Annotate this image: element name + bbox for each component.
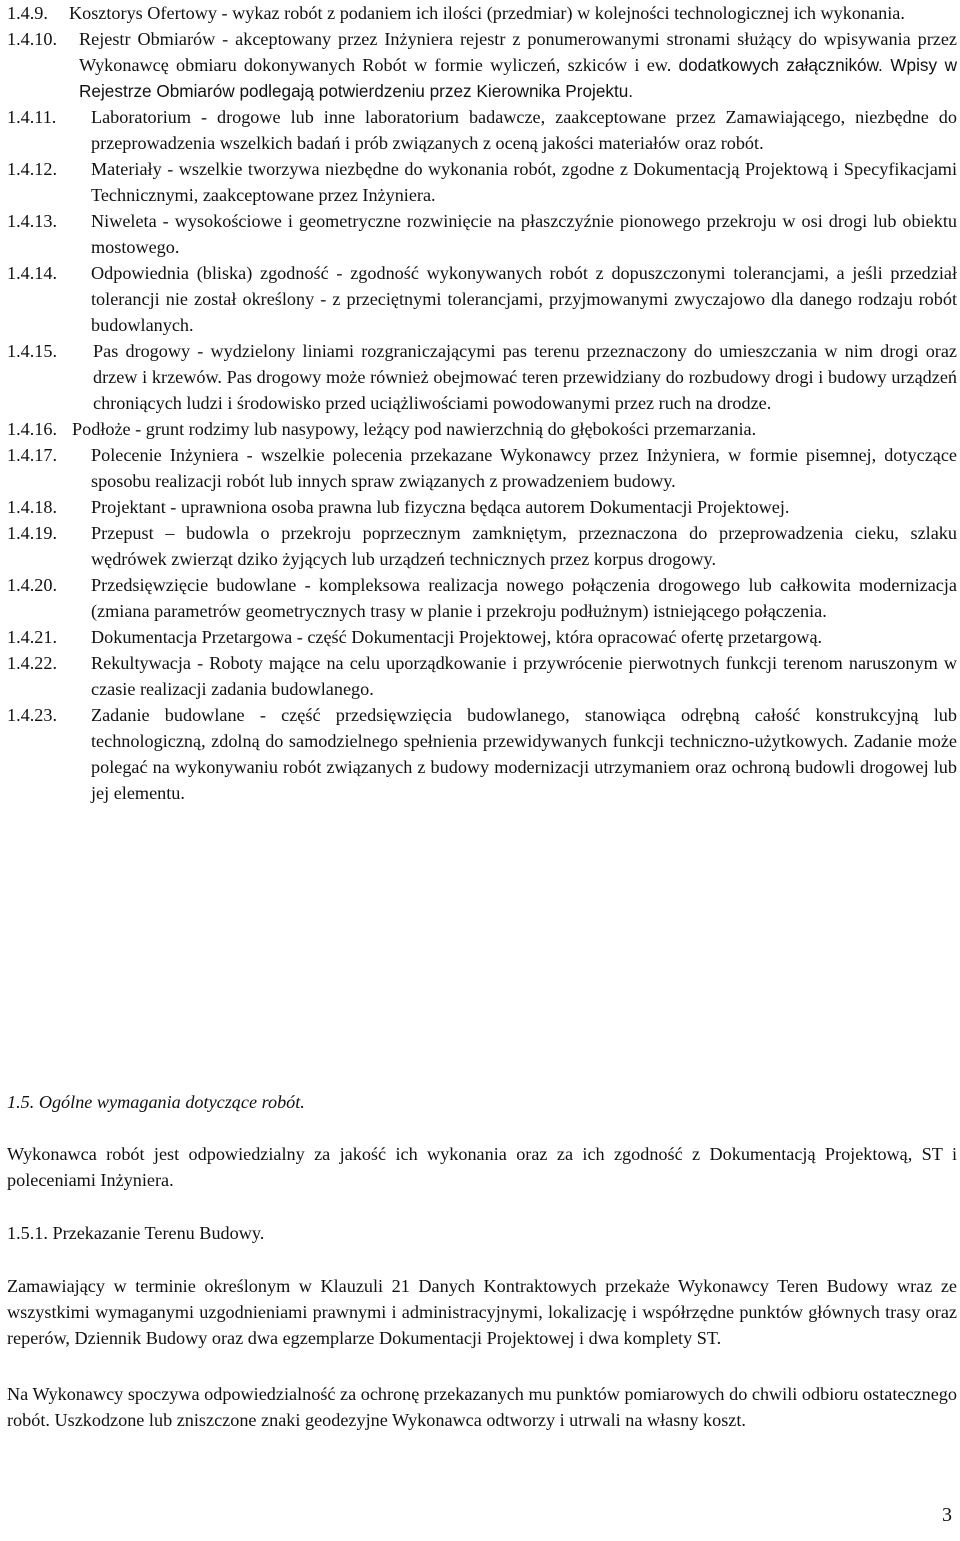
definition-1-4-9 — [7, 0, 957, 26]
definition-number: 1.4.21. — [7, 627, 58, 647]
definition-number: 1.4.20. — [7, 575, 58, 595]
definition-number: 1.4.9. — [7, 3, 48, 23]
definition-text: Rejestr Obmiarów - akceptowany przez Inżyniera rejestr z ponumerowanymi stronami służący do wpisywania przez Wykonawcę obmiaru dokonywanych Robót w formie wyliczeń, szkiców i ew. — [79, 29, 957, 75]
definition-1-4-19 — [7, 520, 957, 572]
paragraph-responsibility: Na Wykonawcy spoczywa odpowiedzialność za ochronę przekazanych mu punktów pomiarowych do chwili odbioru ostatecznego robót. Uszkodzone lub zniszczone znaki geodezyjne Wykonawca odtworzy i utrwali na własny koszt. — [7, 1384, 957, 1430]
definition-1-4-13 — [7, 208, 957, 260]
definition-text: Niweleta - wysokościowe i geometryczne rozwinięcie na płaszczyźnie pionowego przekroju w osi drogi lub obiektu mostowego. — [91, 211, 957, 257]
definition-text: Dokumentacja Przetargowa - część Dokumentacji Projektowej, która opracować ofertę przetargową. — [91, 627, 823, 647]
definition-text: Odpowiednia (bliska) zgodność - zgodność wykonywanych robót z dopuszczonymi tolerancjami, a jeśli przedział tolerancji nie został określony - z przeciętnymi tolerancjami, przyjmowanymi zwyczajowo dla danego rodzaju robót budowlanych. — [91, 263, 957, 335]
definition-text: Kosztorys Ofertowy - wykaz robót z podaniem ich ilości (przedmiar) w kolejności technologicznej ich wykonania. — [69, 3, 905, 23]
definition-text: Materiały - wszelkie tworzywa niezbędne do wykonania robót, zgodne z Dokumentacją Projektową i Specyfikacjami Technicznymi, zaakceptowane przez Inżyniera. — [91, 159, 957, 205]
definition-1-4-15 — [7, 338, 957, 416]
subsection-heading: 1.5.1. Przekazanie Terenu Budowy. — [7, 1223, 265, 1243]
definition-number: 1.4.16. — [7, 419, 58, 439]
definition-1-4-12 — [7, 156, 957, 208]
definition-1-4-23 — [7, 702, 957, 806]
definition-text: Podłoże - grunt rodzimy lub nasypowy, leżący pod nawierzchnią do głębokości przemarzania. — [72, 419, 757, 439]
definition-text: Projektant - uprawniona osoba prawna lub fizyczna będąca autorem Dokumentacji Projektowej. — [91, 497, 790, 517]
definition-1-4-14 — [7, 260, 957, 338]
definition-1-4-22 — [7, 650, 957, 702]
definition-number: 1.4.12. — [7, 159, 58, 179]
definition-1-4-17 — [7, 442, 957, 494]
definition-text: Zadanie budowlane - część przedsięwzięcia budowlanego, stanowiąca odrębną całość konstrukcyjną lub technologiczną, zdolną do samodzielnego spełnienia przewidywanych funkcji techniczno-użytkowych. Zadanie może polegać na wykonywaniu robót związanych z budowy modernizacji utrzymaniem oraz ochroną budowli drogowej lub jej elementu. — [91, 705, 957, 803]
paragraph-handover: Zamawiający w terminie określonym w Klauzuli 21 Danych Kontraktowych przekaże Wykonawcy Teren Budowy wraz ze wszystkimi wymaganymi uzgodnieniami prawnymi i administracyjnymi, lokalizację i współrzędne punktów głównych trasy oraz reperów, Dziennik Budowy oraz dwa egzemplarze Dokumentacji Projektowej i dwa komplety ST. — [7, 1276, 957, 1348]
definition-number: 1.4.14. — [7, 263, 58, 283]
definition-number: 1.4.22. — [7, 653, 58, 673]
definition-number: 1.4.17. — [7, 445, 58, 465]
section-heading: 1.5. Ogólne wymagania dotyczące robót. — [7, 1092, 305, 1112]
definition-1-4-21 — [7, 624, 957, 650]
definition-1-4-11 — [7, 104, 957, 156]
definition-number: 1.4.19. — [7, 523, 58, 543]
definition-text-sans: dodatkowych załączników. Wpisy w Rejestrze Obmiarów podlegają potwierdzeniu przez Kierownika Projektu. — [79, 55, 957, 101]
definition-text: Przepust – budowla o przekroju poprzecznym zamkniętym, przeznaczona do przeprowadzenia cieku, szlaku wędrówek zwierząt dziko żyjących lub urządzeń technicznych przez korpus drogowy. — [91, 523, 957, 569]
definition-number: 1.4.15. — [7, 341, 58, 361]
definition-number: 1.4.23. — [7, 705, 58, 725]
definition-text: Pas drogowy - wydzielony liniami rozgraniczającymi pas terenu przeznaczony do umieszczania w nim drogi oraz drzew i krzewów. Pas drogowy może również obejmować teren przewidziany do rozbudowy drogi i budowy urządzeń chroniących ludzi i środowisko przed uciążliwościami powodowanymi przez ruch na drodze. — [93, 341, 957, 413]
definition-1-4-20 — [7, 572, 957, 624]
definition-number: 1.4.10. — [7, 29, 58, 49]
definition-number: 1.4.18. — [7, 497, 58, 517]
definition-text: Polecenie Inżyniera - wszelkie polecenia przekazane Wykonawcy przez Inżyniera, w formie pisemnej, dotyczące sposobu realizacji robót lub innych spraw związanych z prowadzeniem budowy. — [91, 445, 957, 491]
definitions-list — [7, 0, 957, 806]
definition-number: 1.4.13. — [7, 211, 58, 231]
definition-text: Przedsięwzięcie budowlane - kompleksowa realizacja nowego połączenia drogowego lub całkowita modernizacja (zmiana parametrów geometrycznych trasy w planie i przekroju podłużnym) istniejącego połączenia. — [91, 575, 957, 621]
definition-number: 1.4.11. — [7, 107, 57, 127]
definition-1-4-16 — [7, 416, 957, 442]
page-number: 3 — [942, 1504, 952, 1526]
definition-text: Rekultywacja - Roboty mające na celu uporządkowanie i przywrócenie pierwotnych funkcji terenom naruszonym w czasie realizacji zadania budowlanego. — [91, 653, 957, 699]
section-intro: Wykonawca robót jest odpowiedzialny za jakość ich wykonania oraz za ich zgodność z Dokumentacją Projektową, ST i poleceniami Inżyniera. — [7, 1144, 957, 1190]
definition-1-4-10 — [7, 26, 957, 104]
definition-text: Laboratorium - drogowe lub inne laboratorium badawcze, zaakceptowane przez Zamawiającego, niezbędne do przeprowadzenia wszelkich badań i prób związanych z oceną jakości materiałów oraz robót. — [91, 107, 957, 153]
definition-1-4-18 — [7, 494, 957, 520]
